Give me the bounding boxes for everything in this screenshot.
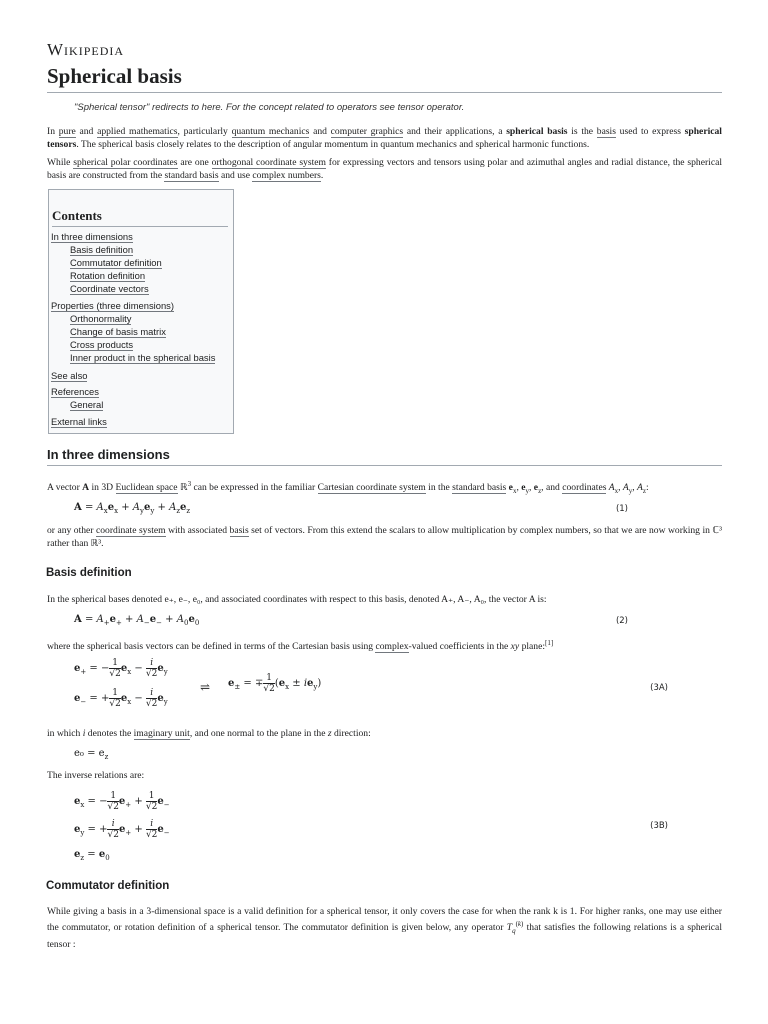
toc-item[interactable]: General — [70, 399, 104, 410]
text: and their applications, a — [403, 126, 507, 137]
toc-item[interactable]: Orthonormality — [70, 313, 132, 324]
math-var: e — [533, 482, 539, 494]
toc-title: Contents — [52, 208, 228, 227]
section-heading-commutator-definition: Commutator definition — [46, 880, 170, 892]
text: -valued coefficients in the — [408, 641, 511, 653]
math-var: A — [82, 482, 90, 494]
subscript: z — [538, 487, 542, 496]
link-basis[interactable]: basis — [229, 525, 249, 536]
equation-number: (3A) — [650, 683, 668, 693]
link-complex-numbers[interactable]: complex numbers — [252, 170, 321, 181]
text: and — [75, 126, 98, 137]
equation-number: (2) — [615, 616, 628, 626]
bold-term: spherical tensors — [47, 126, 722, 150]
toc-item[interactable]: Cross products — [70, 339, 134, 350]
superscript: 3 — [187, 480, 192, 488]
text: set of vectors. From this extend the scalars to allow multiplication by complex numbers, so that we are now working in ℂ³ rather than ℝ³. — [47, 525, 722, 549]
text: and use — [218, 170, 253, 181]
section2-paragraph-1: In the spherical bases denoted e₊, e₋, e₀, and associated coordinates with respect to this basis, denoted A₊, A₋, A₀, the vector A is: — [47, 594, 547, 605]
equation-3a-line-1: $e_+$ = − $\frac{1}{√2}$ $e_x$ − $\frac{i}{√2}$ $e_y$ — [74, 658, 168, 679]
equation-3a-line-2: $e_-$ = + $\frac{1}{√2}$ $e_x$ − $\frac{i}{√2}$ $e_y$ — [74, 688, 168, 709]
page-title: Spherical basis — [47, 64, 722, 93]
equation-e0: $e_0 = e_z$ — [74, 748, 109, 761]
text: denotes the — [85, 728, 134, 739]
text: with associated — [165, 525, 230, 536]
text: , particularly — [177, 126, 232, 137]
math-var: A — [622, 482, 629, 494]
text: is the — [567, 126, 597, 137]
toc-item[interactable]: External links — [51, 416, 107, 427]
section-heading-in-three-dimensions: In three dimensions — [47, 447, 722, 466]
text: in which — [47, 728, 83, 739]
section2-paragraph-4: The inverse relations are: — [47, 770, 145, 781]
section3-paragraph-1 — [47, 905, 722, 951]
text: direction: — [331, 728, 371, 739]
toc-item[interactable]: Change of basis matrix — [70, 326, 166, 337]
link-complex[interactable]: complex — [375, 641, 409, 653]
math-var: A — [637, 482, 643, 494]
equation-3b-line-3: $e_z = e_0$ — [74, 849, 110, 862]
equation-3b-line-1: $e_x$ = − $\frac{1}{√2}$ $e_+$ + $\frac{1}{√2}$ $e_-$ — [74, 791, 170, 812]
subscript: y — [525, 487, 529, 496]
operator-symbol: $T_q^{(k)}$ — [506, 920, 524, 936]
text: in the — [425, 482, 453, 494]
toc-item[interactable]: Properties (three dimensions) — [51, 300, 174, 311]
link-computer-graphics[interactable]: computer graphics — [330, 126, 404, 137]
link-imaginary-unit[interactable]: imaginary unit — [133, 728, 190, 739]
equation-3b-line-2: $e_y$ = + $\frac{i}{√2}$ $e_+$ + $\frac{i}{√2}$ $e_-$ — [74, 819, 170, 840]
link-standard-basis[interactable]: standard basis — [164, 170, 219, 181]
math-var: z — [327, 728, 332, 739]
link-cartesian-coordinate-system[interactable]: Cartesian coordinate system — [317, 482, 426, 494]
math-var: xy — [510, 641, 520, 653]
equation-3a-compact: $e_\pm$ = ∓ $\frac{1}{√2}$ $(e_x \pm ie_y)$ — [228, 673, 322, 694]
section-heading-basis-definition: Basis definition — [46, 567, 132, 579]
text: are one — [177, 157, 212, 168]
text: , and one normal to the plane in the — [189, 728, 328, 739]
math-var: A — [606, 482, 615, 494]
math-var: i — [82, 728, 86, 739]
math-var: e — [521, 482, 526, 494]
link-basis[interactable]: basis — [596, 126, 616, 137]
link-pure[interactable]: pure — [58, 126, 76, 137]
text: A vector — [47, 482, 83, 494]
subscript: x — [614, 487, 619, 496]
link-coordinate-system[interactable]: coordinate system — [95, 525, 166, 536]
intro-paragraph-2 — [47, 156, 722, 182]
text: ℝ — [177, 482, 188, 494]
text: While — [47, 157, 74, 168]
link-applied-mathematics[interactable]: applied mathematics — [97, 126, 178, 137]
toc-item[interactable]: In three dimensions — [51, 231, 133, 242]
toc-item[interactable]: Commutator definition — [70, 257, 162, 268]
toc-item[interactable]: Basis definition — [70, 244, 134, 255]
link-euclidean-space[interactable]: Euclidean space — [115, 482, 178, 494]
equivalence-symbol: ⇌ — [200, 680, 211, 694]
toc-item[interactable]: References — [51, 386, 99, 397]
equation-number: (1) — [615, 504, 628, 514]
subscript: x — [512, 487, 517, 496]
text: in 3D — [89, 482, 116, 494]
text: that satisfies the following relations is a spherical tensor : — [47, 922, 722, 951]
toc-item[interactable]: Inner product in the spherical basis — [70, 352, 216, 363]
section2-paragraph-2 — [47, 637, 722, 653]
link-spherical-polar-coordinates[interactable]: spherical polar coordinates — [73, 157, 178, 168]
toc-item[interactable]: Coordinate vectors — [70, 283, 149, 294]
bold-term: spherical basis — [506, 126, 568, 137]
text: can be expressed in the familiar — [191, 482, 318, 494]
text: In — [47, 126, 59, 137]
subscript: z — [642, 487, 647, 496]
text: . The spherical basis closely relates to the description of angular momentum in quantum mechanics and spherical harmonic functions. — [76, 139, 590, 150]
equation-number: (3B) — [650, 821, 668, 831]
text: plane: — [519, 641, 546, 653]
text: and — [309, 126, 331, 137]
text: : — [646, 482, 649, 494]
text: for expressing vectors and tensors using polar and azimuthal angles and radial distance, the spherical basis are constructed from the — [47, 157, 722, 181]
equation-2: $A = A_+e_+ + A_-e_- + A_0e_0$ — [74, 614, 200, 627]
link-quantum-mechanics[interactable]: quantum mechanics — [231, 126, 310, 137]
link-standard-basis[interactable]: standard basis — [452, 482, 507, 494]
text: . — [320, 170, 324, 181]
text: , and — [541, 482, 563, 494]
text: While giving a basis in a 3-dimensional space is a valid definition for a spherical tensor, it only covers the case for when the rank k is 1. For higher ranks, one may use either the commutator, or rotation definition of a spherical tensor. The commutator definition is given below, any operator — [47, 906, 722, 934]
math-var: e — [506, 482, 513, 494]
link-coordinates[interactable]: coordinates — [562, 482, 607, 494]
link-orthogonal-coordinate-system[interactable]: orthogonal coordinate system — [211, 157, 326, 168]
toc-item[interactable]: See also — [51, 370, 88, 381]
wikipedia-wordmark[interactable]: Wikipedia — [47, 40, 125, 59]
citation-link[interactable]: [1] — [545, 639, 554, 647]
toc-item[interactable]: Rotation definition — [70, 270, 146, 281]
text: used to express — [615, 126, 685, 137]
subscript: y — [628, 487, 633, 496]
table-of-contents — [48, 189, 234, 434]
equation-e0-text: e₀ = e — [74, 748, 105, 759]
text: or any other — [47, 525, 96, 536]
intro-paragraph-1 — [47, 125, 722, 151]
equation-1: $A = A_xe_x + A_ye_y + A_ze_z$ — [74, 502, 191, 515]
section1-paragraph-1: A vector A in 3D Euclidean space ℝ$^3$ can be expressed in the familiar Cartesian coordinate system in the standard basis $e_x$, $e_y$, $e_z$, and coordinates $A_x$, $A_y$, $A_z$: — [47, 480, 649, 496]
section1-paragraph-2 — [47, 524, 722, 550]
text: where the spherical basis vectors can be defined in terms of the Cartesian basis using — [47, 641, 376, 653]
hatnote: "Spherical tensor" redirects to here. For the concept related to operators see tensor operator. — [74, 102, 465, 113]
section2-paragraph-3 — [47, 727, 722, 740]
